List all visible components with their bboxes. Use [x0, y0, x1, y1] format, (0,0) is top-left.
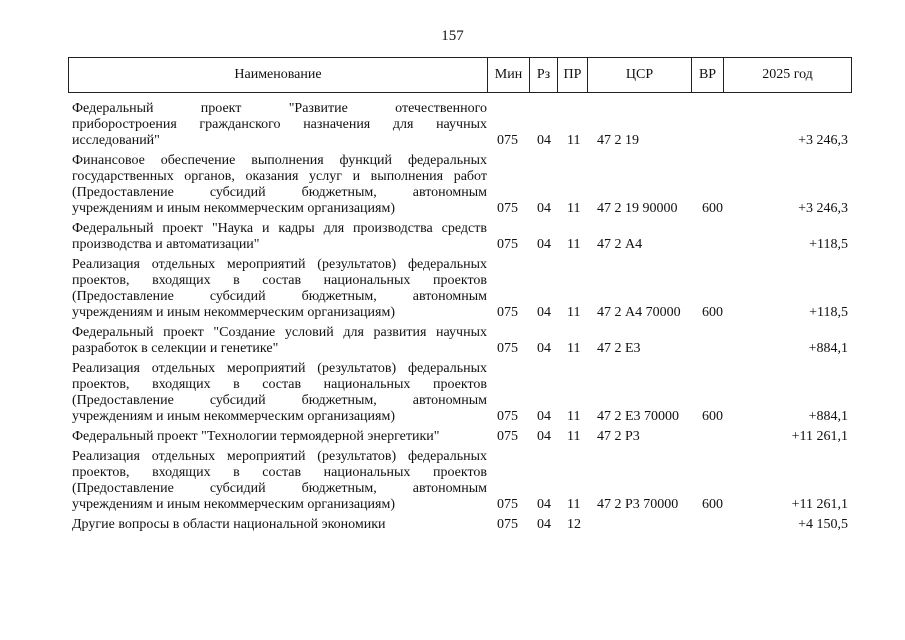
row-name-line: учреждениям и иным некоммерческим организациям): [72, 201, 396, 216]
row-min: 075: [497, 237, 518, 252]
row-rz: 04: [537, 201, 551, 216]
row-name-line: (Предоставление субсидий бюджетным, автономным: [72, 481, 487, 496]
row-name-line: производства и автоматизации": [72, 237, 260, 252]
row-min: 075: [497, 409, 518, 424]
table-row: [0, 325, 905, 357]
header-name: Наименование: [69, 58, 488, 93]
row-name-line: Федеральный проект "Технологии термоядерной энергетики": [72, 429, 440, 444]
row-csr: 47 2 19: [597, 133, 639, 148]
row-sum: +11 261,1: [791, 429, 848, 444]
row-name-line: учреждениям и иным некоммерческим организациям): [72, 409, 396, 424]
row-rz: 04: [537, 497, 551, 512]
row-pr: 11: [567, 305, 581, 320]
row-name-line: Федеральный проект "Развитие отечественного: [72, 101, 487, 116]
row-rz: 04: [537, 409, 551, 424]
row-sum: +3 246,3: [798, 201, 848, 216]
header-year: 2025 год: [724, 58, 852, 93]
row-min: 075: [497, 429, 518, 444]
row-pr: 11: [567, 409, 581, 424]
row-sum: +11 261,1: [791, 497, 848, 512]
row-rz: 04: [537, 133, 551, 148]
row-name-line: Финансовое обеспечение выполнения функций федеральных: [72, 153, 487, 168]
row-pr: 11: [567, 237, 581, 252]
row-vr: 600: [702, 305, 723, 320]
row-pr: 11: [567, 201, 581, 216]
row-pr: 11: [567, 341, 581, 356]
row-pr: 12: [567, 517, 581, 532]
row-rz: 04: [537, 429, 551, 444]
row-csr: 47 2 Е3: [597, 341, 641, 356]
row-name-line: (Предоставление субсидий бюджетным, автономным: [72, 289, 487, 304]
row-min: 075: [497, 341, 518, 356]
row-pr: 11: [567, 429, 581, 444]
table-row: [0, 517, 905, 533]
row-name-line: исследований": [72, 133, 160, 148]
page-number: 157: [441, 28, 464, 44]
table-row: [0, 449, 905, 513]
row-name-line: разработок в селекции и генетике": [72, 341, 279, 356]
row-name-line: (Предоставление субсидий бюджетным, автономным: [72, 185, 487, 200]
row-name-line: учреждениям и иным некоммерческим организациям): [72, 497, 396, 512]
header-min: Мин: [488, 58, 530, 93]
row-vr: 600: [702, 409, 723, 424]
row-name-line: Реализация отдельных мероприятий (результатов) федеральных: [72, 257, 487, 272]
row-name: [72, 101, 487, 149]
row-min: 075: [497, 201, 518, 216]
row-name-line: Федеральный проект "Создание условий для развития научных: [72, 325, 487, 340]
row-csr: 47 2 Е3 70000: [597, 409, 680, 424]
header-vr: ВР: [692, 58, 724, 93]
row-name-line: проектов, входящих в состав национальных проектов: [72, 465, 487, 480]
header-csr: ЦСР: [588, 58, 692, 93]
row-name-line: Другие вопросы в области национальной экономики: [72, 517, 386, 532]
row-name: [72, 449, 487, 513]
row-sum: +118,5: [809, 305, 848, 320]
row-name-line: приборостроения гражданского назначения для научных: [72, 117, 487, 132]
row-sum: +4 150,5: [798, 517, 848, 532]
row-name: [72, 361, 487, 425]
row-name-line: учреждениям и иным некоммерческим организациям): [72, 305, 396, 320]
table-row: [0, 101, 905, 149]
row-name: [72, 221, 487, 253]
row-csr: 47 2 Р3: [597, 429, 640, 444]
row-name-line: Реализация отдельных мероприятий (результатов) федеральных: [72, 449, 487, 464]
row-csr: 47 2 Р3 70000: [597, 497, 679, 512]
row-name-line: Федеральный проект "Наука и кадры для производства средств: [72, 221, 487, 236]
table-row: [0, 221, 905, 253]
row-min: 075: [497, 133, 518, 148]
row-pr: 11: [567, 497, 581, 512]
row-rz: 04: [537, 341, 551, 356]
row-rz: 04: [537, 305, 551, 320]
row-name-line: проектов, входящих в состав национальных проектов: [72, 273, 487, 288]
row-min: 075: [497, 517, 518, 532]
row-min: 075: [497, 305, 518, 320]
row-sum: +884,1: [808, 341, 848, 356]
row-csr: 47 2 А4: [597, 237, 643, 252]
row-sum: +3 246,3: [798, 133, 848, 148]
header-rz: Рз: [530, 58, 558, 93]
row-sum: +118,5: [809, 237, 848, 252]
row-name: [72, 257, 487, 321]
table-row: [0, 429, 905, 445]
row-name-line: (Предоставление субсидий бюджетным, автономным: [72, 393, 487, 408]
row-csr: 47 2 19 90000: [597, 201, 678, 216]
row-name-line: проектов, входящих в состав национальных проектов: [72, 377, 487, 392]
row-name-line: государственных органов, оказания услуг и выполнения работ: [72, 169, 487, 184]
table-row: [0, 153, 905, 217]
row-name: [72, 429, 487, 445]
row-sum: +884,1: [808, 409, 848, 424]
row-vr: 600: [702, 497, 723, 512]
row-pr: 11: [567, 133, 581, 148]
row-min: 075: [497, 497, 518, 512]
row-rz: 04: [537, 237, 551, 252]
header-pr: ПР: [558, 58, 588, 93]
row-rz: 04: [537, 517, 551, 532]
row-vr: 600: [702, 201, 723, 216]
row-name: [72, 517, 487, 533]
row-csr: 47 2 А4 70000: [597, 305, 681, 320]
row-name: [72, 325, 487, 357]
row-name: [72, 153, 487, 217]
table-row: [0, 257, 905, 321]
row-name-line: Реализация отдельных мероприятий (результатов) федеральных: [72, 361, 487, 376]
table-row: [0, 361, 905, 425]
